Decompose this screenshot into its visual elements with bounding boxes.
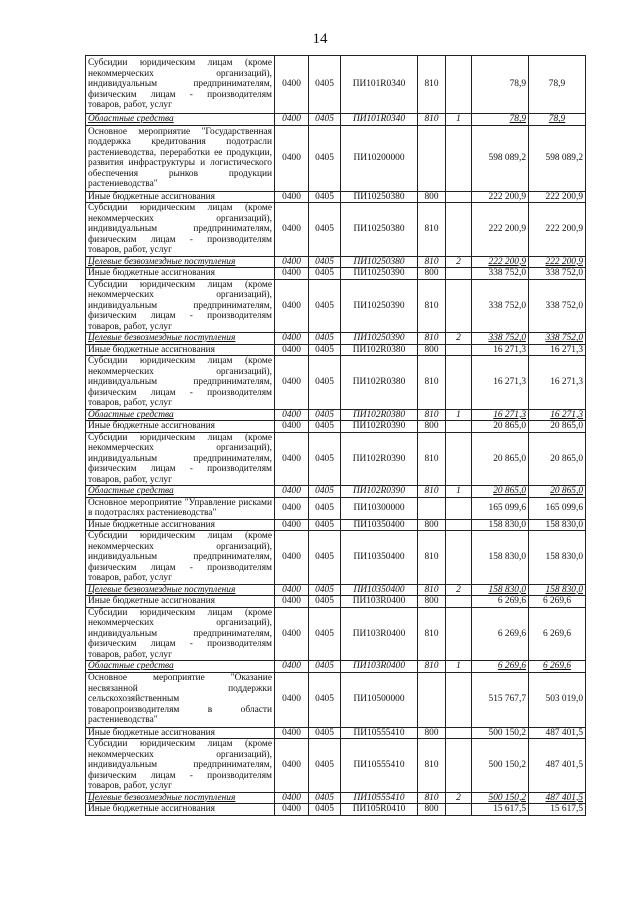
cell-amount-year2: 338 752,0 [529, 333, 586, 345]
cell-target-article: ПИ10555410 [341, 792, 418, 804]
cell-target-article: ПИ102R0390 [341, 486, 418, 498]
cell-name: Основное мероприятие "Государственная поддержка кредитования подотрасли растениеводства, переработки ее продукции, развития инфраструктуры и логистического обеспечения рынков продукции растениеводства" [86, 125, 275, 191]
cell-amount-year2: 78,9 [529, 114, 586, 126]
cell-target-article: ПИ10350400 [341, 519, 418, 531]
cell-target-article: ПИ10555410 [341, 727, 418, 739]
cell-amount-year1: 500 150,2 [472, 739, 529, 793]
cell-name: Целевые безвозмездные поступления [86, 256, 275, 268]
cell-source: 2 [446, 333, 472, 345]
cell-source [446, 497, 472, 519]
cell-section: 0400 [275, 114, 309, 126]
cell-name: Иные бюджетные ассигнования [86, 344, 275, 356]
cell-section: 0400 [275, 333, 309, 345]
cell-expense-type: 810 [418, 56, 446, 114]
cell-amount-year1: 598 089,2 [472, 125, 529, 191]
cell-amount-year2: 16 271,3 [529, 409, 586, 421]
cell-name: Областные средства [86, 114, 275, 126]
cell-name: Субсидии юридическим лицам (кроме некоммерческих организаций), индивидуальным предпринимателям, физическим лицам - производителям товаров, работ, услуг [86, 203, 275, 257]
cell-target-article: ПИ10250390 [341, 268, 418, 280]
cell-section: 0400 [275, 486, 309, 498]
cell-section: 0400 [275, 256, 309, 268]
cell-amount-year2: 6 269,6 [529, 596, 586, 608]
cell-section: 0400 [275, 661, 309, 673]
cell-source [446, 356, 472, 410]
cell-target-article: ПИ10250390 [341, 333, 418, 345]
cell-amount-year2: 222 200,9 [529, 191, 586, 203]
cell-target-article: ПИ10500000 [341, 672, 418, 727]
table-row [86, 203, 586, 257]
cell-amount-year2: 487 401,5 [529, 739, 586, 793]
cell-target-article: ПИ102R0390 [341, 432, 418, 486]
cell-section: 0400 [275, 497, 309, 519]
cell-section: 0400 [275, 672, 309, 727]
cell-source [446, 191, 472, 203]
cell-amount-year1: 515 767,7 [472, 672, 529, 727]
cell-target-article: ПИ103R0400 [341, 596, 418, 608]
table-row [86, 114, 586, 126]
cell-subsection: 0405 [309, 125, 341, 191]
cell-subsection: 0405 [309, 191, 341, 203]
cell-source [446, 203, 472, 257]
table-row [86, 256, 586, 268]
cell-subsection: 0405 [309, 486, 341, 498]
cell-expense-type: 810 [418, 409, 446, 421]
cell-subsection: 0405 [309, 409, 341, 421]
cell-name: Иные бюджетные ассигнования [86, 596, 275, 608]
cell-amount-year2: 20 865,0 [529, 432, 586, 486]
cell-source [446, 56, 472, 114]
cell-expense-type: 810 [418, 333, 446, 345]
cell-target-article: ПИ102R0380 [341, 356, 418, 410]
cell-section: 0400 [275, 203, 309, 257]
cell-amount-year1: 6 269,6 [472, 661, 529, 673]
table-row [86, 672, 586, 727]
cell-amount-year1: 16 271,3 [472, 344, 529, 356]
table-row [86, 344, 586, 356]
cell-name: Основное мероприятие "Оказание несвязанной поддержки сельскохозяйственным товаропроизводителям в области растениеводства" [86, 672, 275, 727]
cell-target-article: ПИ10300000 [341, 497, 418, 519]
cell-section: 0400 [275, 409, 309, 421]
cell-amount-year1: 6 269,6 [472, 607, 529, 661]
cell-source [446, 432, 472, 486]
cell-amount-year2: 165 099,6 [529, 497, 586, 519]
cell-target-article: ПИ10250390 [341, 279, 418, 333]
cell-expense-type: 800 [418, 191, 446, 203]
table-row [86, 421, 586, 433]
cell-expense-type: 810 [418, 531, 446, 585]
cell-expense-type: 810 [418, 584, 446, 596]
cell-subsection: 0405 [309, 421, 341, 433]
cell-expense-type: 810 [418, 356, 446, 410]
cell-target-article: ПИ10200000 [341, 125, 418, 191]
cell-amount-year1: 158 830,0 [472, 531, 529, 585]
cell-section: 0400 [275, 125, 309, 191]
cell-name: Иные бюджетные ассигнования [86, 268, 275, 280]
cell-source [446, 344, 472, 356]
table-row [86, 432, 586, 486]
cell-amount-year1: 78,9 [472, 56, 529, 114]
cell-section: 0400 [275, 56, 309, 114]
cell-expense-type: 800 [418, 268, 446, 280]
cell-expense-type: 810 [418, 607, 446, 661]
cell-source [446, 519, 472, 531]
cell-subsection: 0405 [309, 531, 341, 585]
cell-target-article: ПИ10250380 [341, 191, 418, 203]
cell-source [446, 268, 472, 280]
table-row [86, 727, 586, 739]
cell-name: Субсидии юридическим лицам (кроме некоммерческих организаций), индивидуальным предпринимателям, физическим лицам - производителям товаров, работ, услуг [86, 607, 275, 661]
cell-expense-type: 800 [418, 804, 446, 816]
cell-target-article: ПИ101R0340 [341, 56, 418, 114]
table-body [86, 56, 586, 816]
cell-amount-year1: 78,9 [472, 114, 529, 126]
cell-expense-type [418, 497, 446, 519]
cell-amount-year1: 338 752,0 [472, 279, 529, 333]
cell-source [446, 804, 472, 816]
cell-target-article: ПИ10350400 [341, 584, 418, 596]
cell-name: Областные средства [86, 661, 275, 673]
table-row [86, 333, 586, 345]
cell-target-article: ПИ102R0380 [341, 409, 418, 421]
cell-amount-year2: 487 401,5 [529, 792, 586, 804]
cell-section: 0400 [275, 279, 309, 333]
cell-amount-year1: 500 150,2 [472, 792, 529, 804]
cell-amount-year2: 222 200,9 [529, 256, 586, 268]
cell-source: 2 [446, 584, 472, 596]
cell-source [446, 727, 472, 739]
cell-amount-year2: 222 200,9 [529, 203, 586, 257]
cell-expense-type: 800 [418, 519, 446, 531]
cell-name: Иные бюджетные ассигнования [86, 519, 275, 531]
cell-expense-type: 810 [418, 792, 446, 804]
cell-expense-type: 810 [418, 279, 446, 333]
cell-amount-year2: 158 830,0 [529, 531, 586, 585]
cell-amount-year1: 16 271,3 [472, 409, 529, 421]
cell-expense-type: 810 [418, 114, 446, 126]
cell-expense-type: 810 [418, 256, 446, 268]
cell-amount-year1: 500 150,2 [472, 727, 529, 739]
cell-name: Иные бюджетные ассигнования [86, 191, 275, 203]
cell-source [446, 607, 472, 661]
cell-amount-year2: 16 271,3 [529, 344, 586, 356]
table-row [86, 191, 586, 203]
cell-amount-year1: 20 865,0 [472, 486, 529, 498]
cell-amount-year1: 6 269,6 [472, 596, 529, 608]
cell-section: 0400 [275, 792, 309, 804]
cell-amount-year2: 15 617,5 [529, 804, 586, 816]
cell-subsection: 0405 [309, 584, 341, 596]
cell-amount-year2: 158 830,0 [529, 584, 586, 596]
table-row [86, 497, 586, 519]
cell-subsection: 0405 [309, 333, 341, 345]
table-row [86, 596, 586, 608]
cell-name: Субсидии юридическим лицам (кроме некоммерческих организаций), индивидуальным предпринимателям, физическим лицам - производителям товаров, работ, услуг [86, 739, 275, 793]
cell-section: 0400 [275, 607, 309, 661]
cell-name: Иные бюджетные ассигнования [86, 727, 275, 739]
cell-target-article: ПИ105R0410 [341, 804, 418, 816]
cell-amount-year2: 487 401,5 [529, 727, 586, 739]
cell-expense-type [418, 672, 446, 727]
cell-name: Основное мероприятие "Управление рисками в подотраслях растениеводства" [86, 497, 275, 519]
cell-name: Субсидии юридическим лицам (кроме некоммерческих организаций), индивидуальным предпринимателям, физическим лицам - производителям товаров, работ, услуг [86, 56, 275, 114]
cell-section: 0400 [275, 191, 309, 203]
cell-section: 0400 [275, 421, 309, 433]
cell-subsection: 0405 [309, 519, 341, 531]
cell-subsection: 0405 [309, 279, 341, 333]
cell-subsection: 0405 [309, 114, 341, 126]
cell-expense-type: 810 [418, 486, 446, 498]
cell-subsection: 0405 [309, 672, 341, 727]
cell-expense-type: 810 [418, 432, 446, 486]
cell-subsection: 0405 [309, 739, 341, 793]
cell-section: 0400 [275, 739, 309, 793]
cell-source [446, 596, 472, 608]
cell-name: Субсидии юридическим лицам (кроме некоммерческих организаций), индивидуальным предпринимателям, физическим лицам - производителям товаров, работ, услуг [86, 356, 275, 410]
cell-section: 0400 [275, 727, 309, 739]
budget-table [85, 55, 586, 816]
cell-subsection: 0405 [309, 497, 341, 519]
cell-target-article: ПИ103R0400 [341, 607, 418, 661]
cell-source [446, 421, 472, 433]
cell-section: 0400 [275, 531, 309, 585]
cell-source [446, 672, 472, 727]
cell-expense-type [418, 125, 446, 191]
table-row [86, 486, 586, 498]
cell-amount-year1: 16 271,3 [472, 356, 529, 410]
cell-target-article: ПИ101R0340 [341, 114, 418, 126]
cell-expense-type: 800 [418, 596, 446, 608]
cell-amount-year2: 78,9 [529, 56, 586, 114]
cell-subsection: 0405 [309, 256, 341, 268]
cell-expense-type: 810 [418, 661, 446, 673]
table-row [86, 125, 586, 191]
table-row [86, 607, 586, 661]
cell-subsection: 0405 [309, 203, 341, 257]
cell-subsection: 0405 [309, 607, 341, 661]
cell-amount-year2: 158 830,0 [529, 519, 586, 531]
cell-name: Целевые безвозмездные поступления [86, 333, 275, 345]
cell-expense-type: 800 [418, 421, 446, 433]
cell-section: 0400 [275, 519, 309, 531]
cell-source: 2 [446, 792, 472, 804]
cell-amount-year1: 20 865,0 [472, 432, 529, 486]
cell-expense-type: 800 [418, 344, 446, 356]
cell-name: Субсидии юридическим лицам (кроме некоммерческих организаций), индивидуальным предпринимателям, физическим лицам - производителям товаров, работ, услуг [86, 279, 275, 333]
cell-source: 2 [446, 256, 472, 268]
cell-subsection: 0405 [309, 356, 341, 410]
page-number: 14 [312, 31, 328, 47]
cell-source: 1 [446, 486, 472, 498]
cell-amount-year1: 222 200,9 [472, 191, 529, 203]
cell-expense-type: 810 [418, 203, 446, 257]
cell-amount-year1: 338 752,0 [472, 333, 529, 345]
cell-amount-year2: 20 865,0 [529, 486, 586, 498]
cell-subsection: 0405 [309, 56, 341, 114]
cell-amount-year2: 16 271,3 [529, 356, 586, 410]
cell-amount-year1: 158 830,0 [472, 519, 529, 531]
table-row [86, 531, 586, 585]
cell-subsection: 0405 [309, 792, 341, 804]
cell-expense-type: 810 [418, 739, 446, 793]
cell-name: Иные бюджетные ассигнования [86, 421, 275, 433]
table-row [86, 792, 586, 804]
table-row [86, 56, 586, 114]
cell-subsection: 0405 [309, 432, 341, 486]
cell-source [446, 531, 472, 585]
cell-subsection: 0405 [309, 804, 341, 816]
cell-name: Субсидии юридическим лицам (кроме некоммерческих организаций), индивидуальным предпринимателям, физическим лицам - производителям товаров, работ, услуг [86, 432, 275, 486]
cell-target-article: ПИ103R0400 [341, 661, 418, 673]
cell-subsection: 0405 [309, 268, 341, 280]
cell-amount-year1: 15 617,5 [472, 804, 529, 816]
cell-amount-year2: 338 752,0 [529, 279, 586, 333]
cell-source [446, 125, 472, 191]
cell-source [446, 739, 472, 793]
cell-section: 0400 [275, 584, 309, 596]
cell-section: 0400 [275, 268, 309, 280]
cell-source: 1 [446, 661, 472, 673]
cell-amount-year2: 20 865,0 [529, 421, 586, 433]
table-row [86, 519, 586, 531]
cell-target-article: ПИ10250380 [341, 256, 418, 268]
cell-name: Субсидии юридическим лицам (кроме некоммерческих организаций), индивидуальным предпринимателям, физическим лицам - производителям товаров, работ, услуг [86, 531, 275, 585]
cell-name: Областные средства [86, 486, 275, 498]
cell-target-article: ПИ10350400 [341, 531, 418, 585]
cell-amount-year1: 165 099,6 [472, 497, 529, 519]
cell-name: Целевые безвозмездные поступления [86, 792, 275, 804]
table-row [86, 279, 586, 333]
cell-target-article: ПИ102R0380 [341, 344, 418, 356]
table-row [86, 739, 586, 793]
cell-section: 0400 [275, 356, 309, 410]
cell-amount-year1: 158 830,0 [472, 584, 529, 596]
table-row [86, 409, 586, 421]
cell-source: 1 [446, 409, 472, 421]
cell-amount-year2: 598 089,2 [529, 125, 586, 191]
table-row [86, 268, 586, 280]
cell-amount-year2: 503 019,0 [529, 672, 586, 727]
cell-amount-year2: 6 269,6 [529, 607, 586, 661]
cell-section: 0400 [275, 804, 309, 816]
cell-subsection: 0405 [309, 344, 341, 356]
cell-amount-year1: 338 752,0 [472, 268, 529, 280]
cell-subsection: 0405 [309, 596, 341, 608]
cell-target-article: ПИ10250380 [341, 203, 418, 257]
cell-section: 0400 [275, 432, 309, 486]
table-row [86, 584, 586, 596]
cell-subsection: 0405 [309, 661, 341, 673]
cell-amount-year2: 6 269,6 [529, 661, 586, 673]
cell-name: Областные средства [86, 409, 275, 421]
cell-subsection: 0405 [309, 727, 341, 739]
cell-target-article: ПИ10555410 [341, 739, 418, 793]
cell-amount-year2: 338 752,0 [529, 268, 586, 280]
cell-section: 0400 [275, 344, 309, 356]
cell-section: 0400 [275, 596, 309, 608]
cell-target-article: ПИ102R0390 [341, 421, 418, 433]
cell-name: Целевые безвозмездные поступления [86, 584, 275, 596]
cell-source [446, 279, 472, 333]
cell-expense-type: 800 [418, 727, 446, 739]
cell-name: Иные бюджетные ассигнования [86, 804, 275, 816]
cell-amount-year1: 20 865,0 [472, 421, 529, 433]
table-row [86, 804, 586, 816]
cell-source: 1 [446, 114, 472, 126]
cell-amount-year1: 222 200,9 [472, 203, 529, 257]
table-row [86, 661, 586, 673]
cell-amount-year1: 222 200,9 [472, 256, 529, 268]
table-row [86, 356, 586, 410]
